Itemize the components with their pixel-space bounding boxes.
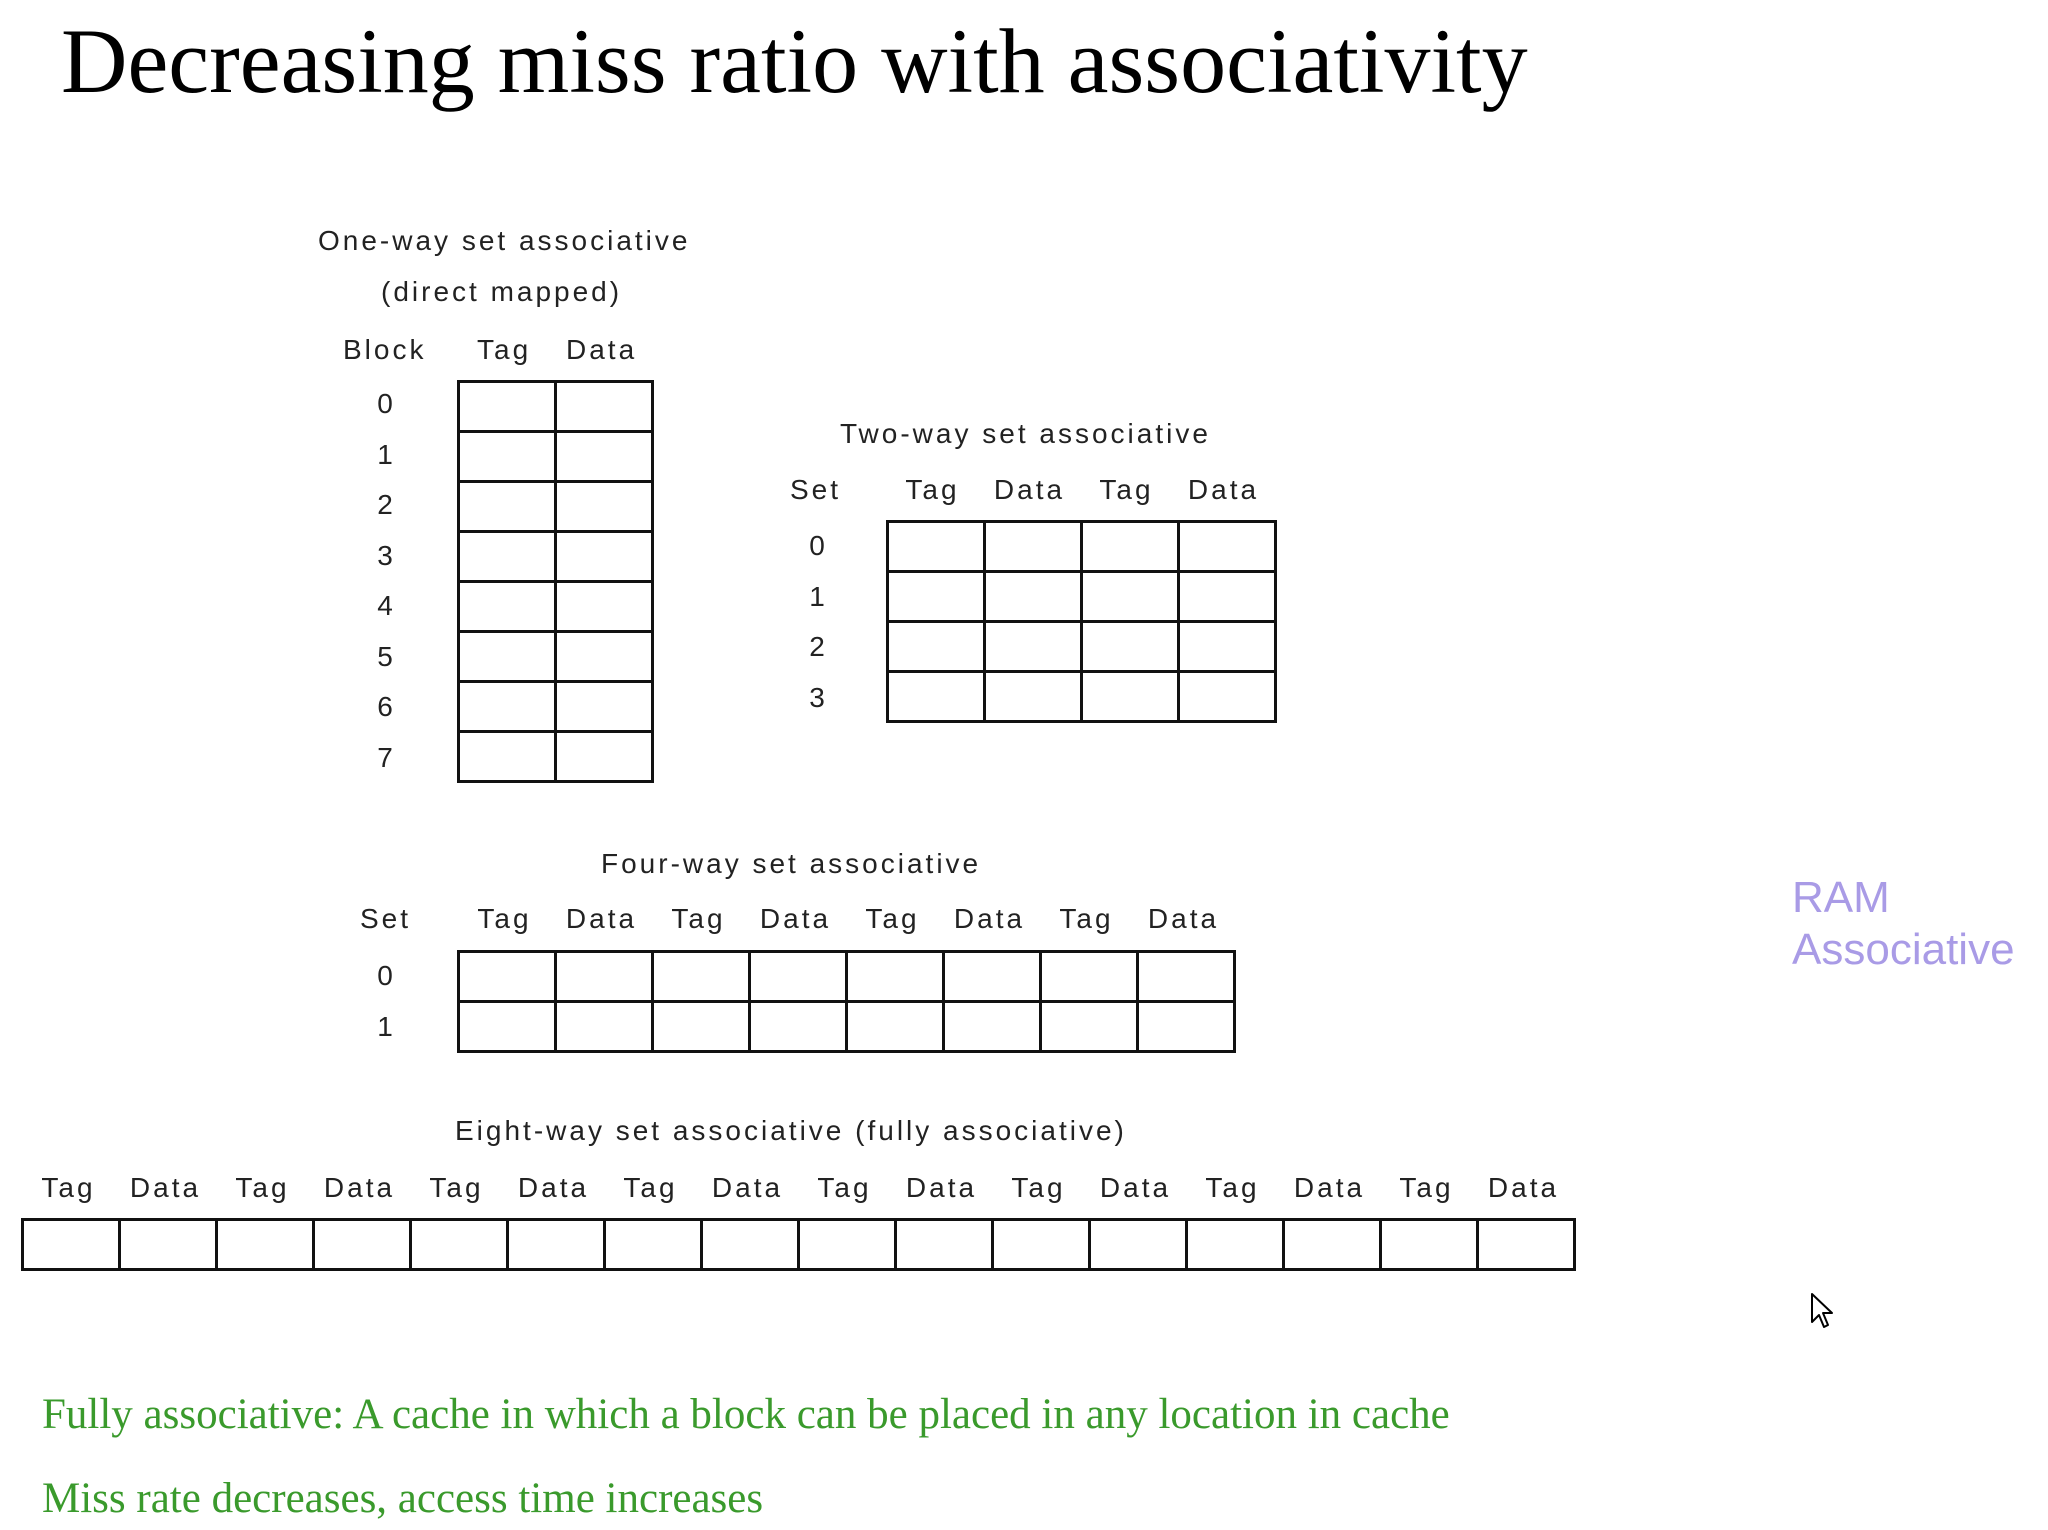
cache-cell xyxy=(1187,1220,1284,1270)
row-index-label: 0 xyxy=(377,388,393,419)
one-way-col-tag: Tag xyxy=(477,334,532,365)
one-way-caption: (direct mapped) xyxy=(381,276,623,307)
cache-cell xyxy=(944,952,1041,1002)
cache-cell xyxy=(217,1220,314,1270)
row-index-label: 3 xyxy=(377,539,393,571)
cache-cell xyxy=(985,572,1082,622)
cache-cell xyxy=(459,952,556,1002)
cache-cell xyxy=(888,522,985,572)
cache-cell xyxy=(1041,952,1138,1002)
cache-cell xyxy=(459,582,556,632)
cache-row xyxy=(459,582,653,632)
cache-cell xyxy=(556,532,653,582)
cache-cell xyxy=(1179,622,1276,672)
row-index-label: 7 xyxy=(377,741,393,773)
cache-cell xyxy=(556,482,653,532)
cache-cell xyxy=(459,1002,556,1052)
cache-row xyxy=(459,632,653,682)
cache-row xyxy=(23,1220,1575,1270)
cache-cell xyxy=(459,682,556,732)
cache-cell xyxy=(1082,672,1179,722)
cache-cell xyxy=(985,622,1082,672)
col-header-data: Data xyxy=(905,1172,978,1203)
one-way-cache-grid xyxy=(457,380,654,783)
cache-cell xyxy=(508,1220,605,1270)
cache-cell xyxy=(888,572,985,622)
cache-row xyxy=(888,572,1276,622)
cache-cell xyxy=(993,1220,1090,1270)
four-way-cache-grid xyxy=(457,950,1236,1053)
cache-row xyxy=(888,672,1276,722)
cache-cell xyxy=(1138,1002,1235,1052)
mouse-cursor-icon xyxy=(1810,1292,1834,1330)
row-index-label: 0 xyxy=(809,530,825,561)
cache-cell xyxy=(944,1002,1041,1052)
cache-cell xyxy=(1179,572,1276,622)
eight-way-caption: Eight-way set associative (fully associative) xyxy=(455,1115,1127,1146)
cache-row xyxy=(459,482,653,532)
cache-row xyxy=(459,532,653,582)
col-header-tag: Tag xyxy=(477,903,532,934)
cache-cell xyxy=(314,1220,411,1270)
annotation-line-2: Associative xyxy=(1792,925,2015,974)
cache-cell xyxy=(985,672,1082,722)
col-header-data: Data xyxy=(565,903,638,934)
one-way-col-block: Block xyxy=(343,334,427,365)
cache-cell xyxy=(411,1220,508,1270)
two-way-cache-grid xyxy=(886,520,1277,723)
cache-cell xyxy=(1090,1220,1187,1270)
col-header-tag: Tag xyxy=(671,903,726,934)
cache-row xyxy=(459,382,653,432)
cache-cell xyxy=(1179,522,1276,572)
cache-row xyxy=(888,622,1276,672)
col-header-data: Data xyxy=(953,903,1026,934)
cache-cell xyxy=(459,382,556,432)
two-way-caption: Two-way set associative xyxy=(840,418,1211,449)
col-header-data: Data xyxy=(759,903,832,934)
col-header-tag: Tag xyxy=(41,1172,96,1203)
cache-cell xyxy=(120,1220,217,1270)
cache-cell xyxy=(1478,1220,1575,1270)
cache-cell xyxy=(799,1220,896,1270)
row-index-label: 4 xyxy=(377,590,393,621)
cache-cell xyxy=(556,952,653,1002)
cache-cell xyxy=(459,732,556,782)
col-header-data: Data xyxy=(1099,1172,1172,1203)
col-header-tag: Tag xyxy=(235,1172,290,1203)
col-header-data: Data xyxy=(1293,1172,1366,1203)
cache-cell xyxy=(556,682,653,732)
cache-cell xyxy=(605,1220,702,1270)
row-index-label: 1 xyxy=(809,580,825,612)
cache-cell xyxy=(459,532,556,582)
row-index-label: 1 xyxy=(377,1010,393,1042)
ram-associative-annotation xyxy=(1792,872,2015,976)
col-header-tag: Tag xyxy=(1059,903,1114,934)
col-header-data: Data xyxy=(1487,1172,1560,1203)
cache-cell xyxy=(653,952,750,1002)
cache-cell xyxy=(750,1002,847,1052)
cache-row xyxy=(888,522,1276,572)
cache-cell xyxy=(556,632,653,682)
cache-cell xyxy=(459,432,556,482)
col-header-data: Data xyxy=(1187,474,1260,505)
col-header-data: Data xyxy=(1147,903,1220,934)
cache-cell xyxy=(556,1002,653,1052)
col-header-data: Data xyxy=(711,1172,784,1203)
cache-cell xyxy=(556,732,653,782)
eight-way-cache-grid xyxy=(21,1218,1576,1271)
cache-cell xyxy=(556,432,653,482)
row-index-label: 6 xyxy=(377,691,393,722)
cache-row xyxy=(459,1002,1235,1052)
cache-row xyxy=(459,952,1235,1002)
row-index-label: 2 xyxy=(377,489,393,520)
cache-cell xyxy=(1082,522,1179,572)
col-header-tag: Tag xyxy=(865,903,920,934)
page-title: Decreasing miss ratio with associativity xyxy=(61,10,1528,112)
two-way-col-set: Set xyxy=(790,474,842,505)
cache-cell xyxy=(23,1220,120,1270)
cache-cell xyxy=(702,1220,799,1270)
cache-cell xyxy=(1041,1002,1138,1052)
cache-cell xyxy=(1082,572,1179,622)
cache-cell xyxy=(556,382,653,432)
col-header-tag: Tag xyxy=(1399,1172,1454,1203)
cache-cell xyxy=(888,622,985,672)
cache-row xyxy=(459,682,653,732)
four-way-col-set: Set xyxy=(360,903,412,934)
row-index-label: 5 xyxy=(377,640,393,672)
col-header-tag: Tag xyxy=(1099,474,1154,505)
one-way-caption-cut: One-way set associative xyxy=(318,225,691,256)
col-header-data: Data xyxy=(517,1172,590,1203)
cache-cell xyxy=(750,952,847,1002)
cache-cell xyxy=(459,632,556,682)
cache-cell xyxy=(847,1002,944,1052)
col-header-tag: Tag xyxy=(1205,1172,1260,1203)
row-index-label: 0 xyxy=(377,960,393,991)
cache-cell xyxy=(1381,1220,1478,1270)
one-way-col-data: Data xyxy=(566,334,638,365)
cache-cell xyxy=(896,1220,993,1270)
col-header-tag: Tag xyxy=(429,1172,484,1203)
col-header-tag: Tag xyxy=(1011,1172,1066,1203)
annotation-line-1: RAM xyxy=(1792,873,1890,922)
col-header-data: Data xyxy=(993,474,1066,505)
row-index-label: 3 xyxy=(809,681,825,713)
cache-cell xyxy=(556,582,653,632)
col-header-data: Data xyxy=(129,1172,202,1203)
cache-cell xyxy=(1138,952,1235,1002)
cache-cell xyxy=(459,482,556,532)
row-index-label: 1 xyxy=(377,438,393,470)
cache-cell xyxy=(653,1002,750,1052)
cache-cell xyxy=(1179,672,1276,722)
col-header-tag: Tag xyxy=(623,1172,678,1203)
cache-cell xyxy=(985,522,1082,572)
cache-cell xyxy=(888,672,985,722)
cache-cell xyxy=(1082,622,1179,672)
note-fully-associative: Fully associative: A cache in which a block can be placed in any location in cache xyxy=(42,1391,1450,1438)
note-miss-rate: Miss rate decreases, access time increases xyxy=(42,1475,764,1522)
cache-row xyxy=(459,732,653,782)
cache-cell xyxy=(847,952,944,1002)
col-header-tag: Tag xyxy=(817,1172,872,1203)
col-header-data: Data xyxy=(323,1172,396,1203)
cache-cell xyxy=(1284,1220,1381,1270)
row-index-label: 2 xyxy=(809,631,825,662)
col-header-tag: Tag xyxy=(905,474,960,505)
cache-row xyxy=(459,432,653,482)
four-way-caption: Four-way set associative xyxy=(601,848,982,879)
